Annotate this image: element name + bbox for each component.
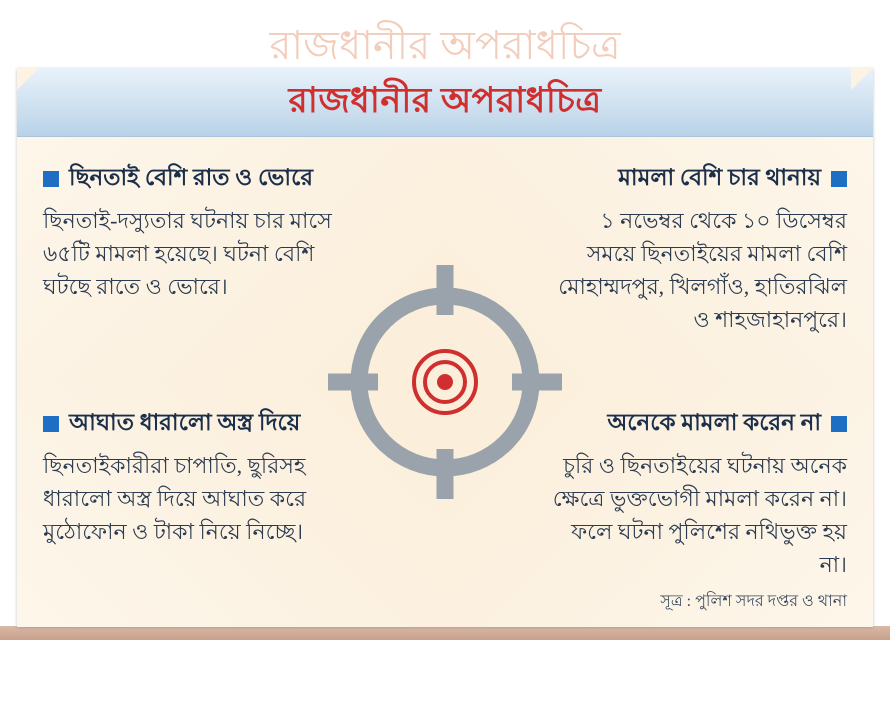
quadrant-heading-row xyxy=(471,404,847,443)
quadrant-bottom-left xyxy=(17,382,445,627)
quadrant-heading: আঘাত ধারালো অস্ত্র দিয়ে xyxy=(69,410,301,435)
square-bullet-icon xyxy=(43,416,59,432)
infographic-banner xyxy=(17,68,873,137)
square-bullet-icon xyxy=(831,416,847,432)
quadrant-heading-row xyxy=(471,159,847,198)
page-bottom-area xyxy=(0,640,890,720)
ghost-title-text: রাজধানীর অপরাধচিত্র xyxy=(269,23,621,68)
quadrant-heading: মামলা বেশি চার থানায় xyxy=(618,165,821,190)
quadrant-grid xyxy=(17,137,873,627)
infographic-card xyxy=(17,68,873,626)
square-bullet-icon xyxy=(831,171,847,187)
infographic-title: রাজধানীর অপরাধচিত্র xyxy=(288,80,602,120)
quadrant-heading: ছিনতাই বেশি রাত ও ভোরে xyxy=(69,165,313,190)
page-bottom-strip xyxy=(0,626,890,640)
quadrant-text: চুরি ও ছিনতাইয়ের ঘটনায় অনেক ক্ষেত্রে ভুক্তভোগী মামলা করেন না। ফলে ঘটনা পুলিশের নথিভুক্ত হয় না। xyxy=(552,453,847,577)
quadrant-text: ছিনতাই-দস্যুতার ঘটনায় চার মাসে ৬৫টি মামলা হয়েছে। ঘটনা বেশি ঘটছে রাতে ও ভোরে। xyxy=(43,208,332,299)
source-note: সূত্র : পুলিশ সদর দপ্তর ও থানা xyxy=(660,593,847,610)
quadrant-text: ১ নভেম্বর থেকে ১০ ডিসেম্বর সময়ে ছিনতাইয়ের মামলা বেশি মোহাম্মদপুর, খিলগাঁও, হাতিরঝিল ও শাহজাহানপুরে। xyxy=(558,208,847,332)
quadrant-top-right xyxy=(445,137,873,382)
quadrant-heading-row xyxy=(43,404,419,443)
infographic-body xyxy=(17,137,873,627)
quadrant-heading-row xyxy=(43,159,419,198)
quadrant-text: ছিনতাইকারীরা চাপাতি, ছুরিসহ ধারালো অস্ত্র দিয়ে আঘাত করে মুঠোফোন ও টাকা নিয়ে নিচ্ছে। xyxy=(43,453,307,544)
square-bullet-icon xyxy=(43,171,59,187)
quadrant-top-left xyxy=(17,137,445,382)
quadrant-heading: অনেকে মামলা করেন না xyxy=(607,410,821,435)
